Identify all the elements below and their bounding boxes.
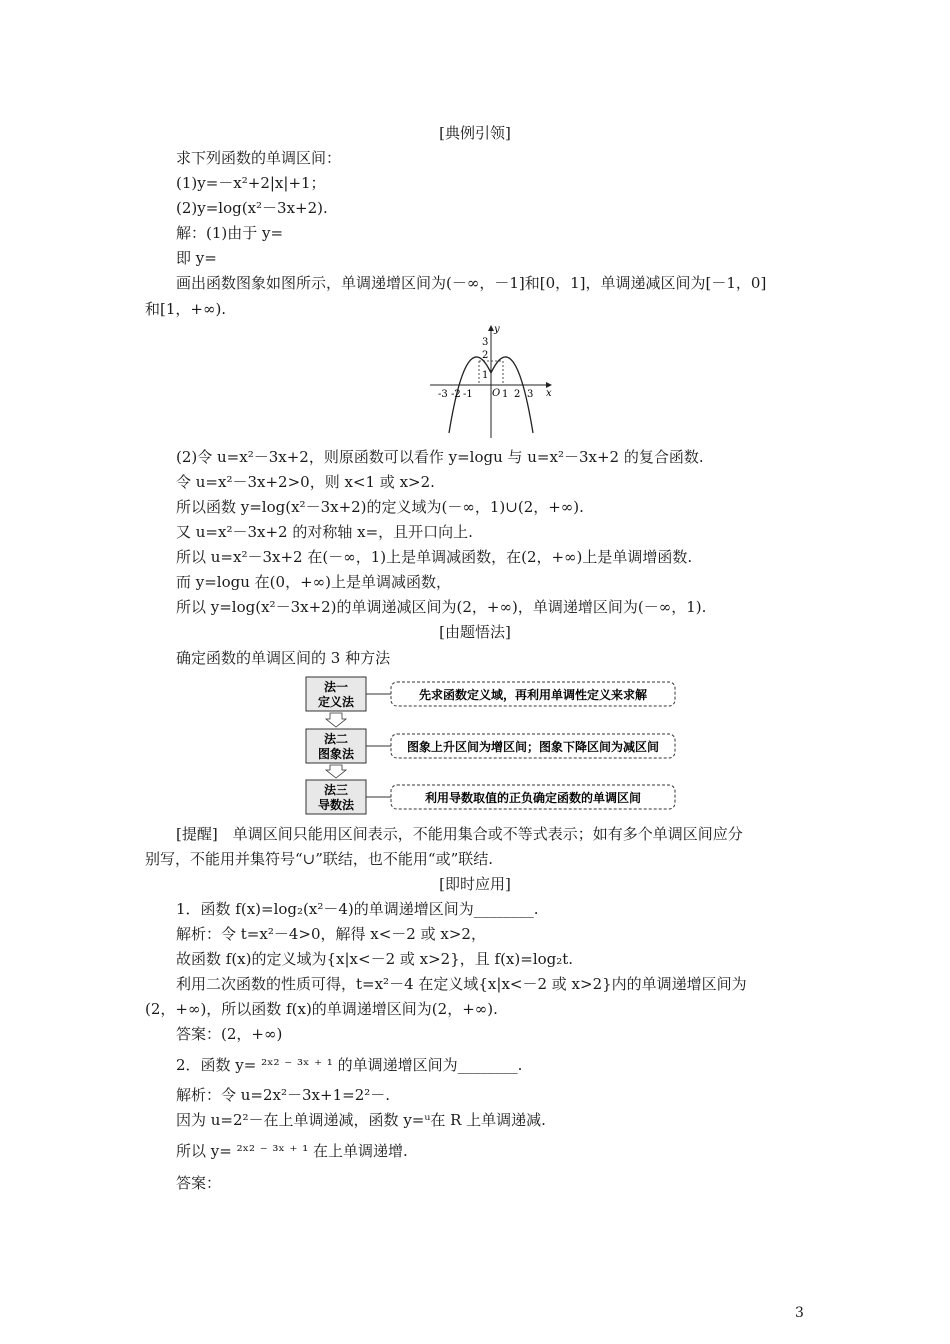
text-line: 所以 u=x²－3x+2 在(－∞，1)上是单调减函数，在(2，+∞)上是单调增函数. — [176, 548, 693, 566]
section-title-method: [由题悟法] — [439, 623, 511, 641]
method-2-desc: 图象上升区间为增区间；图象下降区间为减区间 — [406, 740, 660, 754]
text-line: 1．函数 f(x)=log₂(x²－4)的单调递增区间为________. — [176, 900, 539, 918]
text-line: 故函数 f(x)的定义域为{x|x<－2 或 x>2}，且 f(x)=log₂t. — [176, 950, 574, 968]
origin-label: O — [492, 388, 501, 399]
method-3-label-2: 导数法 — [317, 798, 355, 812]
section-title-practice: [即时应用] — [439, 875, 511, 893]
x-tick-label: -1 — [463, 389, 473, 400]
text-line: 解析：令 t=x²－4>0，解得 x<－2 或 x>2， — [176, 925, 486, 943]
x-tick-label: -2 — [451, 389, 461, 400]
method-3-label-1: 法三 — [323, 783, 349, 797]
y-axis-label: y — [494, 324, 500, 335]
text-line: (2)令 u=x²－3x+2，则原函数可以看作 y=logu 与 u=x²－3x+2 的复合函数. — [176, 448, 704, 466]
text-line: (1)y=－x²+2|x|+1； — [176, 174, 326, 192]
text-line: 答案： — [176, 1174, 222, 1192]
x-tick-label: 3 — [527, 389, 534, 400]
x-tick-label: 2 — [514, 389, 521, 400]
text-line: 和[1，+∞). — [145, 300, 227, 318]
text-line: 画出函数图象如图所示，单调递增区间为(－∞，－1]和[0，1]，单调递减区间为[－1，0] — [176, 274, 767, 292]
text-line: 求下列函数的单调区间： — [176, 149, 342, 167]
text-line: [提醒] 单调区间只能用区间表示，不能用集合或不等式表示；如有多个单调区间应分 — [176, 825, 743, 843]
text-line: 又 u=x²－3x+2 的对称轴 x=，且开口向上. — [176, 523, 473, 541]
text-line: 令 u=x²－3x+2>0，则 x<1 或 x>2. — [176, 473, 435, 491]
text-line: 别写，不能用并集符号“∪”联结，也不能用“或”联结. — [145, 850, 494, 868]
text-line: 因为 u=2²－在上单调递减，函数 y=ᵘ在 R 上单调递减. — [176, 1111, 546, 1129]
text-line: (2，+∞)，所以函数 f(x)的单调递增区间为(2，+∞). — [145, 1000, 498, 1018]
text-line: 即 y= — [176, 249, 217, 267]
text-line: 所以 y= ²ˣ² ⁻ ³ˣ ⁺ ¹ 在上单调递增. — [176, 1142, 408, 1160]
method-2-label-1: 法二 — [323, 732, 349, 746]
text-line: 2．函数 y= ²ˣ² ⁻ ³ˣ ⁺ ¹ 的单调递增区间为________. — [176, 1056, 523, 1074]
y-tick-label: 3 — [482, 337, 489, 348]
method-3-desc: 利用导数取值的正负确定函数的单调区间 — [424, 791, 642, 805]
text-line: 而 y=logu 在(0，+∞)上是单调减函数， — [176, 573, 451, 591]
text-line: (2)y=log(x²－3x+2). — [176, 199, 328, 217]
y-tick-label: 1 — [482, 370, 489, 381]
method-1-label-1: 法一 — [323, 680, 349, 694]
page-number: 3 — [795, 1305, 804, 1321]
x-axis-label: x — [546, 388, 552, 399]
text-line: 确定函数的单调区间的 3 种方法 — [176, 649, 391, 667]
section-title-examples: [典例引领] — [439, 124, 511, 142]
text-line: 所以 y=log(x²－3x+2)的单调递减区间为(2，+∞)，单调递增区间为(－∞，1). — [176, 598, 707, 616]
text-line: 解析：令 u=2x²－3x+1=2²－. — [176, 1086, 391, 1104]
method-2-label-2: 图象法 — [317, 747, 355, 761]
x-tick-label: -3 — [438, 389, 448, 400]
methods-flowchart — [305, 676, 680, 820]
function-graph — [428, 322, 558, 444]
method-1-desc: 先求函数定义域，再利用单调性定义来求解 — [418, 688, 648, 702]
text-line: 解：(1)由于 y= — [176, 224, 284, 242]
text-line: 答案：(2，+∞) — [176, 1025, 283, 1043]
x-tick-label: 1 — [502, 389, 509, 400]
text-line: 利用二次函数的性质可得，t=x²－4 在定义域{x|x<－2 或 x>2}内的单调递增区间为 — [176, 975, 747, 993]
method-1-label-2: 定义法 — [317, 695, 355, 709]
text-line: 所以函数 y=log(x²－3x+2)的定义域为(－∞，1)∪(2，+∞). — [176, 498, 584, 516]
y-tick-label: 2 — [482, 350, 489, 361]
